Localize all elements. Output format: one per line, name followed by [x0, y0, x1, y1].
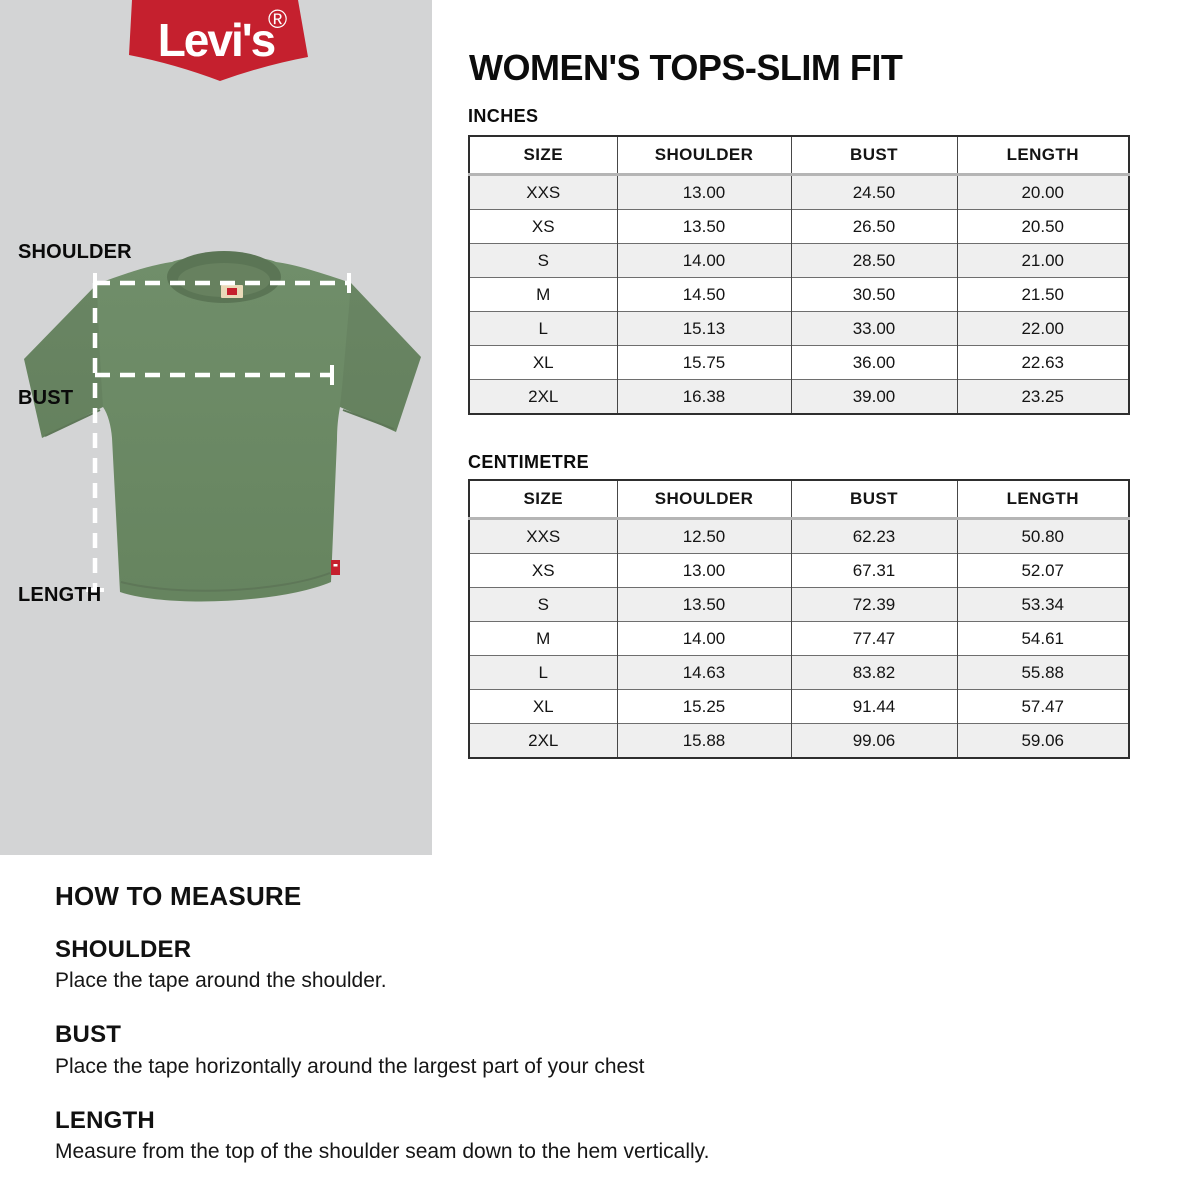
measurement-cell: 21.50	[957, 278, 1129, 312]
table-row	[469, 210, 1129, 244]
measurement-cell: 20.50	[957, 210, 1129, 244]
howto-shoulder-heading: SHOULDER	[55, 936, 192, 963]
measurement-cell: 13.00	[617, 554, 791, 588]
measurement-cell: 13.50	[617, 210, 791, 244]
measurement-cell: 26.50	[791, 210, 957, 244]
size-cell: XXS	[469, 519, 617, 554]
table-row	[469, 690, 1129, 724]
measurement-cell: 20.00	[957, 175, 1129, 210]
measurement-cell: 23.25	[957, 380, 1129, 415]
measurement-cell: 22.63	[957, 346, 1129, 380]
howto-length-text: Measure from the top of the shoulder seam down to the hem vertically.	[55, 1140, 710, 1163]
measurement-cell: 15.13	[617, 312, 791, 346]
size-cell: S	[469, 244, 617, 278]
table-row	[469, 724, 1129, 759]
page-title: WOMEN'S TOPS-SLIM FIT	[469, 47, 903, 88]
measurement-cell: 62.23	[791, 519, 957, 554]
column-header-size: SIZE	[469, 480, 617, 519]
column-header-length: LENGTH	[957, 136, 1129, 175]
levis-wordmark: Levi's	[157, 14, 275, 66]
size-cell: M	[469, 622, 617, 656]
measurement-cell: 14.00	[617, 244, 791, 278]
measurement-cell: 77.47	[791, 622, 957, 656]
measurement-cell: 15.25	[617, 690, 791, 724]
header-row	[469, 480, 1129, 519]
product-panel	[0, 0, 432, 855]
shoulder-diagram-label: SHOULDER	[18, 241, 132, 263]
size-cell: 2XL	[469, 724, 617, 759]
howto-bust-heading: BUST	[55, 1021, 122, 1048]
column-header-bust: BUST	[791, 480, 957, 519]
measurement-cell: 59.06	[957, 724, 1129, 759]
table-row	[469, 346, 1129, 380]
measurement-cell: 16.38	[617, 380, 791, 415]
table-row	[469, 519, 1129, 554]
measurement-cell: 15.88	[617, 724, 791, 759]
size-cell: S	[469, 588, 617, 622]
how-to-measure-title: HOW TO MEASURE	[55, 881, 302, 911]
centimetre-size-table	[468, 479, 1130, 759]
size-cell: XL	[469, 346, 617, 380]
levis-logo	[128, 0, 310, 86]
measurement-cell: 13.00	[617, 175, 791, 210]
measurement-cell: 99.06	[791, 724, 957, 759]
size-cell: XS	[469, 210, 617, 244]
measurement-cell: 14.00	[617, 622, 791, 656]
size-cell: XS	[469, 554, 617, 588]
length-diagram-label: LENGTH	[18, 584, 102, 606]
measurement-cell: 24.50	[791, 175, 957, 210]
size-cell: L	[469, 312, 617, 346]
measurement-cell: 33.00	[791, 312, 957, 346]
column-header-bust: BUST	[791, 136, 957, 175]
table-row	[469, 622, 1129, 656]
table-row	[469, 175, 1129, 210]
table-row	[469, 312, 1129, 346]
column-header-length: LENGTH	[957, 480, 1129, 519]
measurement-cell: 39.00	[791, 380, 957, 415]
size-cell: XL	[469, 690, 617, 724]
measurement-cell: 83.82	[791, 656, 957, 690]
howto-bust-text: Place the tape horizontally around the largest part of your chest	[55, 1055, 645, 1078]
table-row	[469, 380, 1129, 415]
size-cell: M	[469, 278, 617, 312]
centimetre-table-label: CENTIMETRE	[468, 452, 589, 472]
bust-diagram-label: BUST	[18, 387, 74, 409]
measurement-cell: 22.00	[957, 312, 1129, 346]
header-row	[469, 136, 1129, 175]
right-sleeve	[340, 283, 421, 432]
levis-batwing-icon	[128, 0, 310, 86]
measurement-cell: 28.50	[791, 244, 957, 278]
table-row	[469, 244, 1129, 278]
measurement-cell: 21.00	[957, 244, 1129, 278]
measurement-cell: 12.50	[617, 519, 791, 554]
registered-mark: ®	[268, 4, 288, 34]
red-tab-icon	[331, 560, 340, 575]
table-row	[469, 656, 1129, 690]
size-cell: L	[469, 656, 617, 690]
measurement-cell: 52.07	[957, 554, 1129, 588]
measurement-cell: 55.88	[957, 656, 1129, 690]
measurement-cell: 36.00	[791, 346, 957, 380]
measurement-cell: 91.44	[791, 690, 957, 724]
table-row	[469, 588, 1129, 622]
table-row	[469, 554, 1129, 588]
measurement-cell: 13.50	[617, 588, 791, 622]
measurement-cell: 30.50	[791, 278, 957, 312]
measurement-cell: 72.39	[791, 588, 957, 622]
howto-shoulder-text: Place the tape around the shoulder.	[55, 969, 387, 992]
measurement-cell: 15.75	[617, 346, 791, 380]
table-row	[469, 278, 1129, 312]
column-header-size: SIZE	[469, 136, 617, 175]
howto-length-heading: LENGTH	[55, 1107, 155, 1134]
measurement-cell: 57.47	[957, 690, 1129, 724]
measurement-cell: 50.80	[957, 519, 1129, 554]
column-header-shoulder: SHOULDER	[617, 136, 791, 175]
inches-size-table	[468, 135, 1130, 415]
measurement-cell: 54.61	[957, 622, 1129, 656]
measurement-cell: 67.31	[791, 554, 957, 588]
inches-table-label: INCHES	[468, 106, 539, 126]
measurement-cell: 14.50	[617, 278, 791, 312]
red-tab-mark	[334, 564, 338, 567]
column-header-shoulder: SHOULDER	[617, 480, 791, 519]
size-cell: 2XL	[469, 380, 617, 415]
tshirt-illustration	[0, 228, 432, 632]
measurement-cell: 53.34	[957, 588, 1129, 622]
size-cell: XXS	[469, 175, 617, 210]
measurement-cell: 14.63	[617, 656, 791, 690]
collar-label-logo	[227, 288, 237, 295]
